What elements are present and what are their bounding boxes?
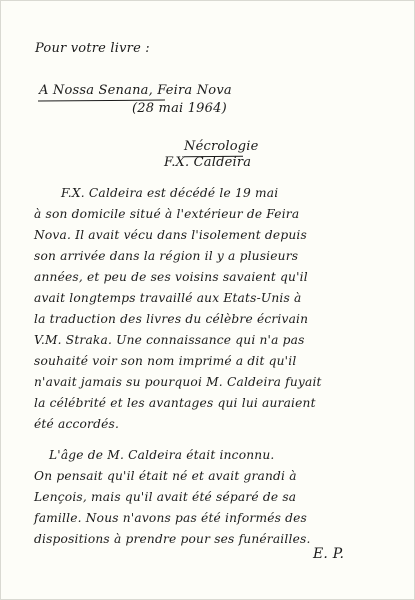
paragraph2-line: dispositions à prendre pour ses funérailles. <box>34 532 311 546</box>
obituary-subject: F.X. Caldeira <box>164 155 252 170</box>
publication-title: A Nossa Senana, Feira Nova <box>39 83 232 98</box>
paragraph1-line: la célébrité et les avantages qui lui auraient <box>34 396 316 410</box>
paragraph1-line: son arrivée dans la région il y a plusieurs <box>34 249 299 263</box>
paragraph2-line: Lençois, mais qu'il avait été séparé de sa <box>34 490 297 504</box>
letter-intro: Pour votre livre : <box>35 41 150 56</box>
paragraph1-line: années, et peu de ses voisins savaient qu'il <box>34 270 308 284</box>
paragraph1-line: n'avait jamais su pourquoi M. Caldeira fuyait <box>34 375 322 389</box>
paragraph2-line: L'âge de M. Caldeira était inconnu. <box>49 448 275 462</box>
paragraph1-line: F.X. Caldeira est décédé le 19 mai <box>61 186 279 200</box>
paragraph1-line: avait longtemps travaillé aux Etats-Unis à <box>34 291 302 305</box>
publication-date: (28 mai 1964) <box>132 101 227 116</box>
paragraph1-line: V.M. Straka. Une connaissance qui n'a pas <box>34 333 305 347</box>
paragraph1-line: souhaité voir son nom imprimé a dit qu'il <box>34 354 297 368</box>
obituary-heading: Nécrologie <box>184 139 259 154</box>
paragraph1-line: la traduction des livres du célèbre écrivain <box>34 312 309 326</box>
paragraph2-line: On pensait qu'il était né et avait grandi à <box>34 469 297 483</box>
paragraph1-line: été accordés. <box>34 417 120 431</box>
paragraph1-line: à son domicile situé à l'extérieur de Feira <box>34 207 300 221</box>
signature: E. P. <box>313 546 345 562</box>
paragraph1-line: Nova. Il avait vécu dans l'isolement depuis <box>34 228 307 242</box>
paragraph2-line: famille. Nous n'avons pas été informés des <box>34 511 308 525</box>
